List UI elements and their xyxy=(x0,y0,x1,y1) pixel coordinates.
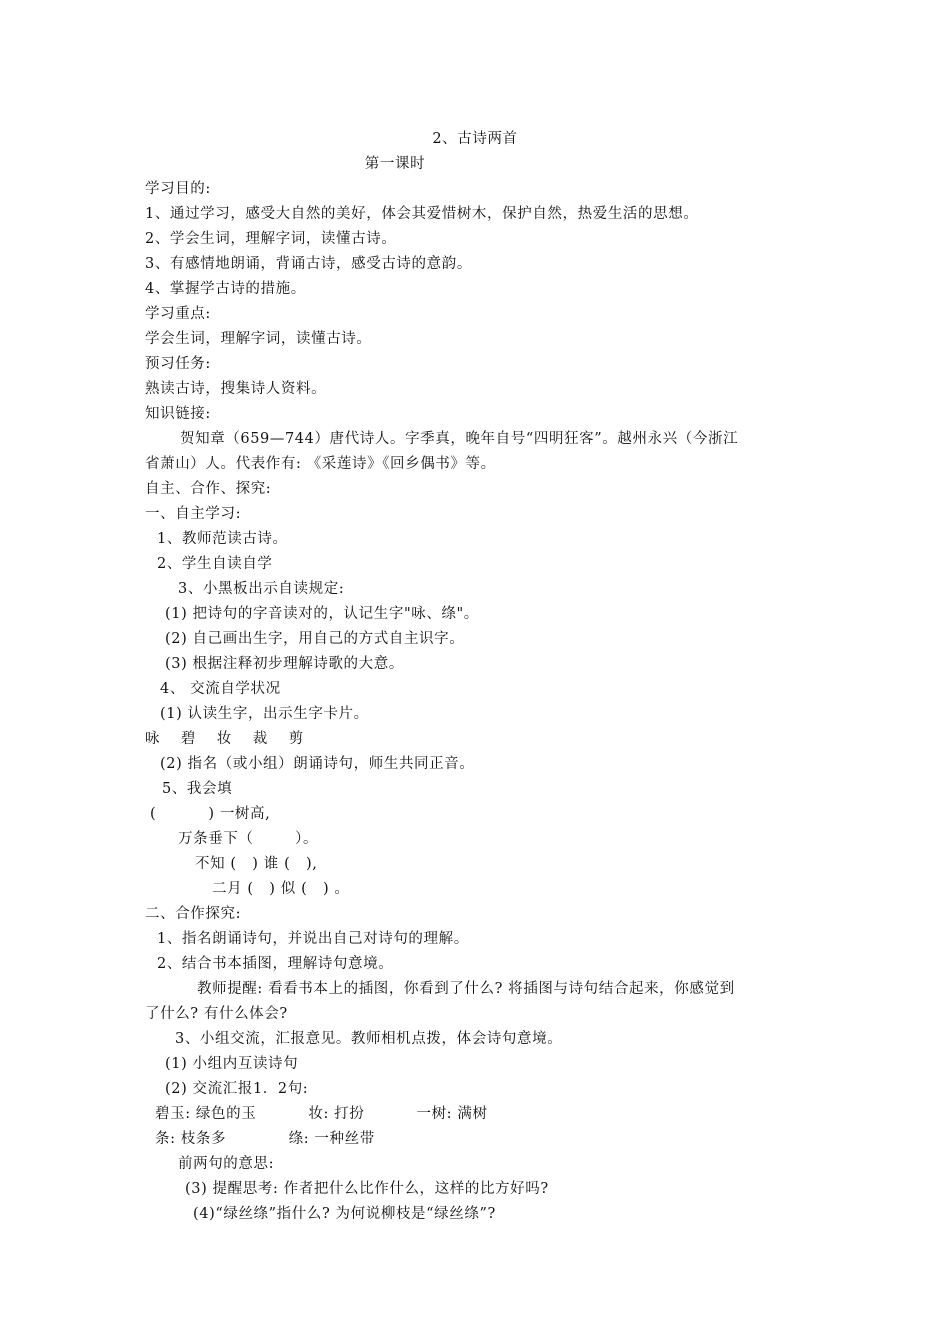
section-heading: 二、合作探究: xyxy=(145,906,242,922)
text-line: (2) 自己画出生字，用自己的方式自主识字。 xyxy=(165,631,465,647)
text-line: (2) 交流汇报1．2句: xyxy=(165,1081,309,1097)
fill-blank-line: 万条垂下（ ）。 xyxy=(178,831,319,847)
vocab-definition-line: 碧玉: 绿色的玉 妆: 打扮 一树: 满树 xyxy=(155,1106,488,1122)
text-line: 3、有感情地朗诵，背诵古诗，感受古诗的意韵。 xyxy=(145,256,472,272)
text-line: 2、学生自读自学 xyxy=(157,556,273,572)
text-line: (3) 根据注释初步理解诗歌的大意。 xyxy=(165,656,404,672)
text-line: 4、掌握学古诗的措施。 xyxy=(145,281,306,297)
doc-title: 2、古诗两首 xyxy=(432,131,518,147)
section-heading: 一、自主学习: xyxy=(145,506,242,522)
text-line: 3、小黑板出示自读规定: xyxy=(178,581,345,597)
section-heading: 预习任务: xyxy=(145,356,211,372)
text-line: 2、学会生词，理解字词，读懂古诗。 xyxy=(145,231,397,247)
text-line: 学会生词，理解字词，读懂古诗。 xyxy=(145,331,372,347)
section-heading: 学习重点: xyxy=(145,306,211,322)
text-line: (1) 把诗句的字音读对的，认记生字"咏、绦"。 xyxy=(165,606,479,622)
text-line: 熟读古诗，搜集诗人资料。 xyxy=(145,381,327,397)
section-heading: 学习目的: xyxy=(145,181,211,197)
text-line: 2、结合书本插图，理解诗句意境。 xyxy=(157,956,394,972)
text-line: 1、教师范读古诗。 xyxy=(157,531,288,547)
text-line: (3) 提醒思考: 作者把什么比作什么，这样的比方好吗? xyxy=(185,1181,549,1197)
text-line: (1) 认读生字，出示生字卡片。 xyxy=(160,706,369,722)
text-line: 了什么? 有什么体会? xyxy=(145,1006,288,1022)
text-line: 贺知章（659—744）唐代诗人。字季真，晚年自号“四明狂客”。越州永兴（今浙江 xyxy=(180,431,739,447)
text-line: 省萧山）人。代表作有: 《采莲诗》《回乡偶书》等。 xyxy=(145,456,496,472)
text-line: 4、 交流自学状况 xyxy=(160,681,281,697)
doc-subtitle: 第一课时 xyxy=(364,156,426,172)
vocab-definition-line: 条: 枝条多 绦: 一种丝带 xyxy=(155,1131,375,1147)
section-heading: 自主、合作、探究: xyxy=(145,481,272,497)
text-line: (1) 小组内互读诗句 xyxy=(165,1056,299,1072)
vocab-characters: 咏 碧 妆 裁 剪 xyxy=(145,731,304,747)
text-line: (4)“绿丝绦”指什么? 为何说柳枝是“绿丝绦”? xyxy=(193,1206,496,1222)
fill-blank-line: 不知 ( ) 谁 ( ), xyxy=(195,856,318,872)
text-line: 前两句的意思: xyxy=(178,1156,275,1172)
text-line: 3、小组交流，汇报意见。教师相机点拨，体会诗句意境。 xyxy=(175,1031,563,1047)
text-line: 1、通过学习，感受大自然的美好，体会其爱惜树木，保护自然，热爱生活的思想。 xyxy=(145,206,699,222)
text-line: 教师提醒: 看看书本上的插图，你看到了什么? 将插图与诗句结合起来，你感觉到 xyxy=(197,981,735,997)
text-line: 5、我会填 xyxy=(162,781,233,797)
section-heading: 知识链接: xyxy=(145,406,211,422)
fill-blank-line: 二月 ( ) 似 ( ) 。 xyxy=(212,881,350,897)
text-line: (2) 指名（或小组）朗诵诗句，师生共同正音。 xyxy=(160,756,475,772)
text-line: 1、指名朗诵诗句，并说出自己对诗句的理解。 xyxy=(157,931,469,947)
fill-blank-line: ( ) 一树高, xyxy=(150,806,271,822)
